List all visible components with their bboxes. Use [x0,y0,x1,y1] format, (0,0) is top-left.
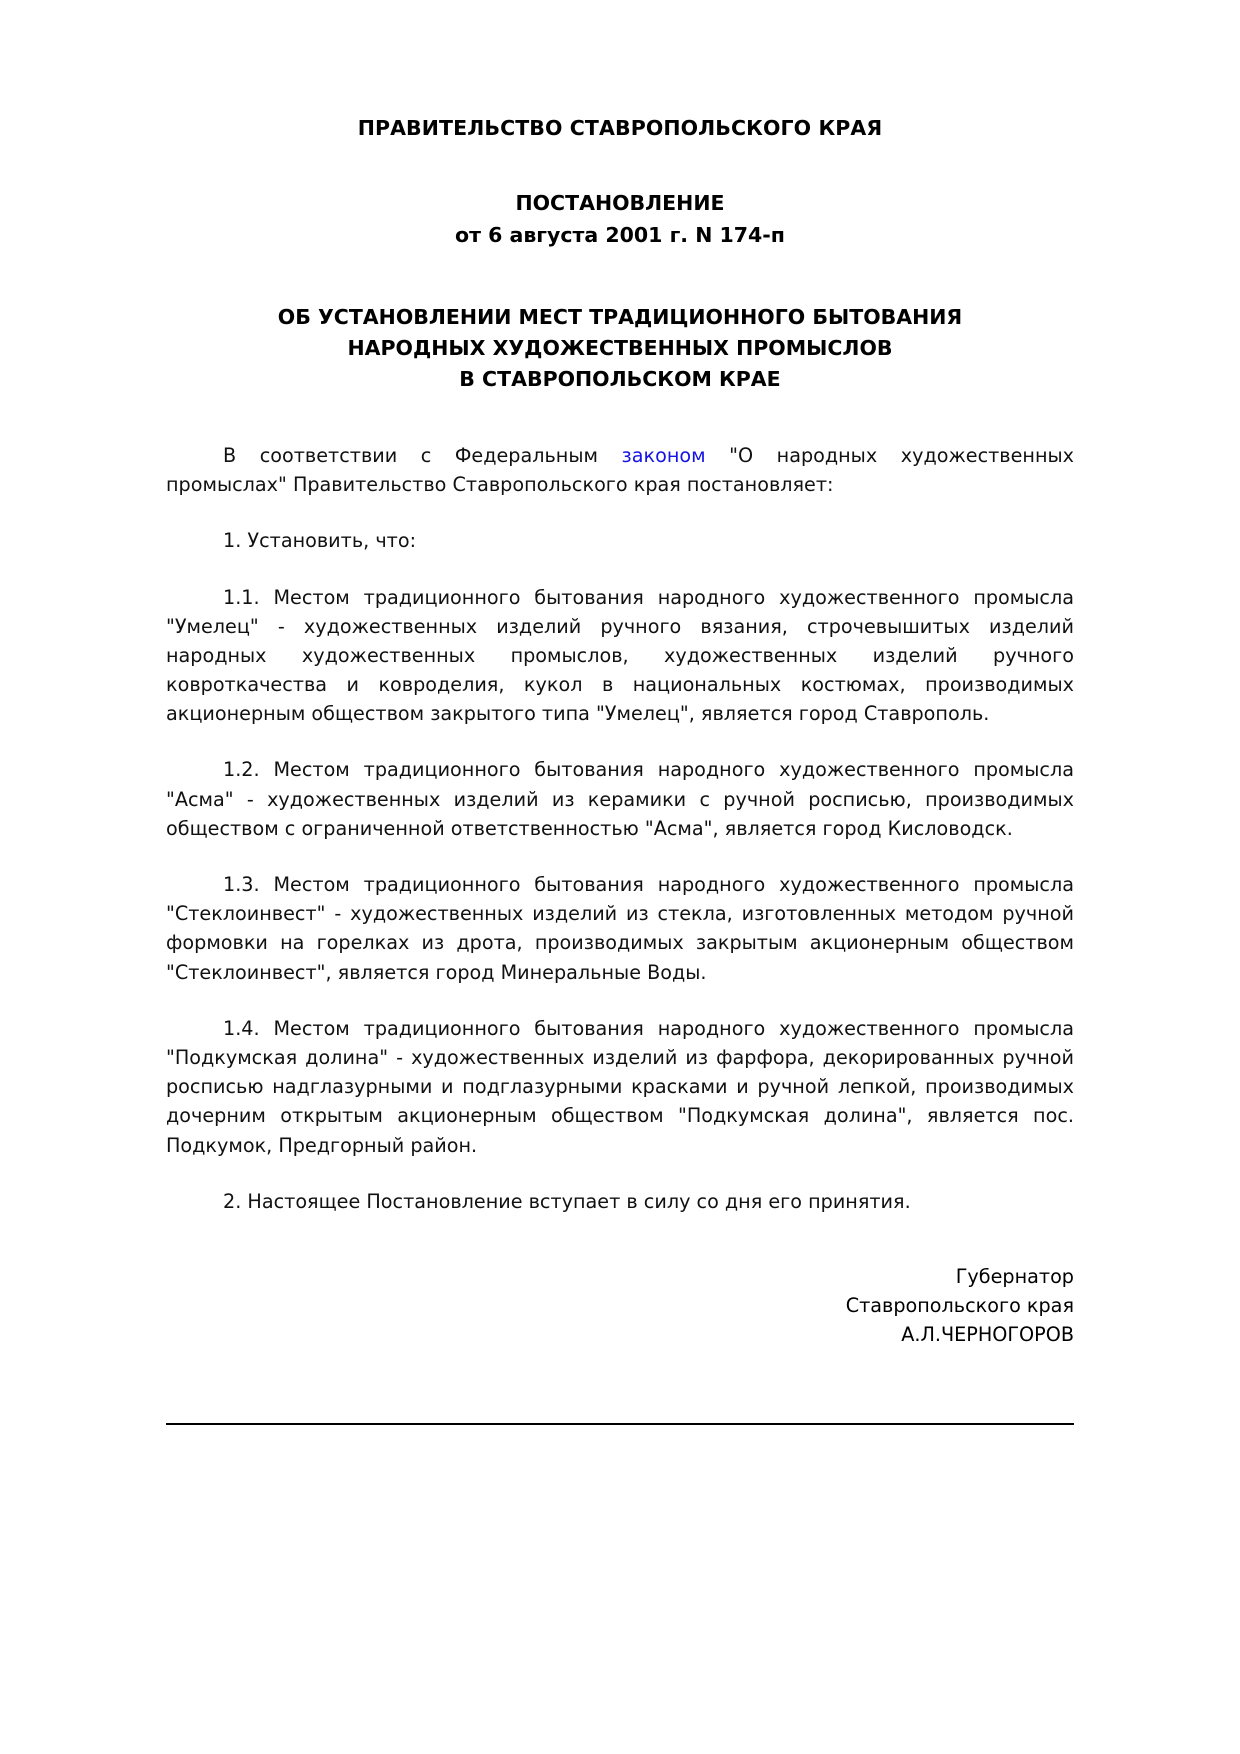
document-title-line-3: В СТАВРОПОЛЬСКОМ КРАЕ [459,366,781,391]
organization-title: ПРАВИТЕЛЬСТВО СТАВРОПОЛЬСКОГО КРАЯ [357,116,883,140]
document-title [166,302,1074,395]
signature-block [166,1262,1074,1350]
footer-divider [166,1423,1074,1425]
signature-role: Губернатор [955,1264,1074,1288]
clause-1: 1. Установить, что: [223,529,417,553]
intro-text-after-link: "О народных художественных промыслах" Правительство Ставропольского края постановляет: [166,443,1074,497]
document-heading [166,118,1074,395]
document-body [166,441,1074,1216]
document-type: ПОСТАНОВЛЕНИЕ [515,190,725,215]
document-title-line-2: НАРОДНЫХ ХУДОЖЕСТВЕННЫХ ПРОМЫСЛОВ [347,335,893,360]
clause-1-3: 1.3. Местом традиционного бытования народного художественного промысла "Стеклоинвест" - художественных изделий из стекла, изготовленных методом ручной формовки на горелках из дрота, производимых закрытым акционерным обществом "Стеклоинвест", является город Минеральные Воды. [166,873,1074,984]
document-date-number: от 6 августа 2001 г. N 174-п [455,223,785,247]
clause-1-1: 1.1. Местом традиционного бытования народного художественного промысла "Умелец" - художественных изделий ручного вязания, строчевышитых изделий народных художественных промыслов, художественных изделий ручного ковроткачества и ковроделия, кукол в национальных костюмах, производимых акционерным обществом закрытого типа "Умелец", является город Ставрополь. [166,585,1074,726]
clause-1-2: 1.2. Местом традиционного бытования народного художественного промысла "Асма" - художественных изделий из керамики с ручной росписью, производимых обществом с ограниченной ответственностью "Асма", является город Кисловодск. [166,758,1074,840]
clause-1-4: 1.4. Местом традиционного бытования народного художественного промысла "Подкумская долина" - художественных изделий из фарфора, декорированных ручной росписью надглазурными и подглазурными красками и ручной лепкой, производимых дочерним открытым акционерным обществом "Подкумская долина", является пос. Подкумок, Предгорный район. [166,1016,1074,1157]
federal-law-link[interactable]: законом [621,443,706,467]
clause-2: 2. Настоящее Постановление вступает в силу со дня его принятия. [223,1189,911,1213]
intro-paragraph [166,441,1074,499]
document-title-line-1: ОБ УСТАНОВЛЕНИИ МЕСТ ТРАДИЦИОННОГО БЫТОВАНИЯ [277,304,963,329]
signature-name: А.Л.ЧЕРНОГОРОВ [901,1323,1074,1347]
signature-region: Ставропольского края [845,1294,1074,1318]
intro-text-before-link: В соответствии с Федеральным [223,443,622,467]
